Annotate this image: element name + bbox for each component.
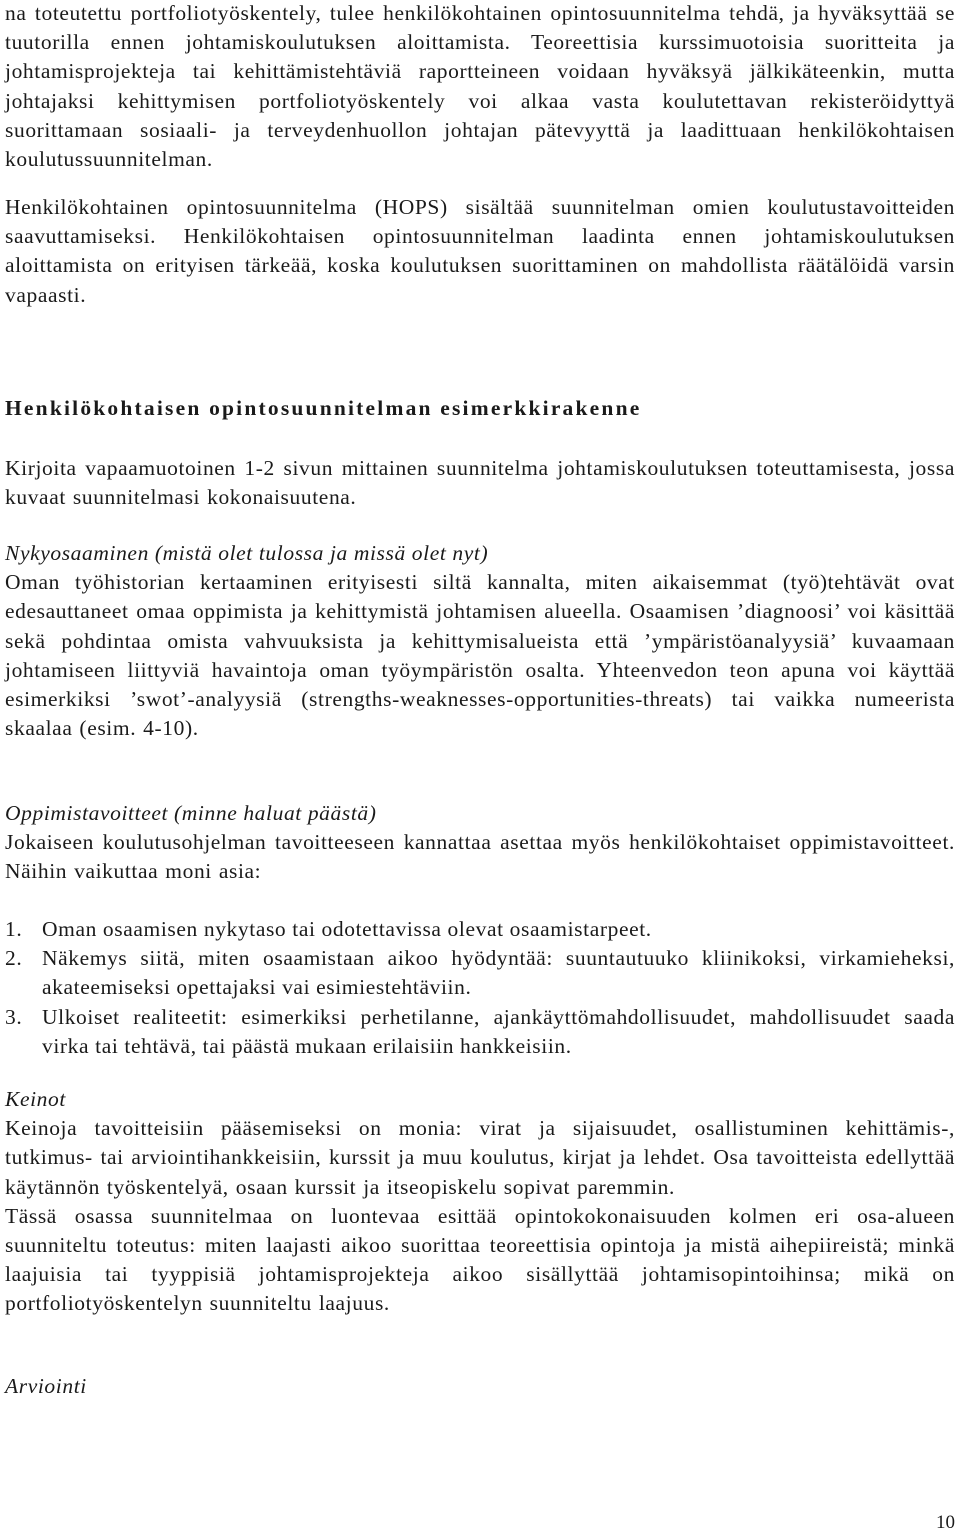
hops-paragraph: Henkilökohtainen opintosuunnitelma (HOPS) sisältää suunnitelman omien koulutustavoitteiden saavuttamiseksi. Henkilökohtaisen opintosuunnitelman laadinta ennen johtamiskoulutuksen aloittamista on erityisen tärkeää, koska koulutuksen suorittaminen on mahdollista räätälöidä varsin vapaasti.: [5, 195, 955, 307]
learning-goals-title: Oppimistavoitteet (minne haluat päästä): [5, 801, 377, 825]
current-competence-text: Oman työhistorian kertaaminen erityisesti siltä kannalta, miten aikaisemmat (työ)tehtävät ovat edesauttaneet omaa oppimista ja kehittymistä johtamisen alueella. Osaamisen ’diagnoosi’ voi käsittää sekä pohdintaa omista vahvuuksista ja kehittymisalueista että ’ympäristöanalyysiä’ kuvaamaan johtamiseen liittyviä havaintoja oman työympäristön osalta. Yhteenvedon teon apuna voi käyttää esimerkiksi ’swot’-analyysiä (strengths-weaknesses-opportunities-threats) tai vaikka numeerista skaalaa (esim. 4-10).: [5, 570, 955, 741]
list-item-number: 1.: [5, 917, 23, 941]
list-item-text: Oman osaamisen nykytaso tai odotettavissa olevat osaamistarpeet.: [42, 917, 652, 941]
means-text-2: Tässä osassa suunnitelmaa on luontevaa esittää opintokokonaisuuden kolmen eri osa-alueen suunniteltu toteutus: miten laajasti aikoo suorittaa teoreettisia opintoja ja mistä aihepiireistä; minkä laajuisia tai tyyppisiä johtamisprojekteja aikoo sisällyttää johtamisopintoihinsa; mikä on portfoliotyöskentelyn suunniteltu laajuus.: [5, 1203, 955, 1316]
instruction-paragraph: Kirjoita vapaamuotoinen 1-2 sivun mittainen suunnitelma johtamiskoulutuksen toteuttamisesta, jossa kuvaat suunnitelmasi kokonaisuutena.: [5, 456, 955, 510]
list-item-text: Näkemys siitä, miten osaamistaan aikoo hyödyntää: suuntautuuko kliinikoksi, virkamieheksi, akateemiseksi opettajaksi vai esimiestehtäviin.: [42, 946, 955, 1000]
current-competence-section: [5, 539, 955, 743]
list-item: [5, 1003, 955, 1061]
intro-paragraph: na toteutettu portfoliotyöskentely, tulee henkilökohtainen opintosuunnitelma tehdä, ja hyväksyttää se tuutorilla ennen johtamiskoulutuksen aloittamista. Teoreettisia kurssimuotoisia suoritteita ja johtamisprojekteja tai kehittämistehtäviä raportteineen voidaan hyväksyä jälkikäteenkin, mutta johtajaksi kehittymisen portfoliotyöskentely voi alkaa vasta koulutettavan rekisteröidyttyä suorittamaan sosiaali- ja terveydenhuollon johtajan pätevyyttä ja laadittuaan henkilökohtaisen koulutussuunnitelman.: [5, 1, 955, 172]
means-section: [5, 1085, 955, 1319]
current-competence-title: Nykyosaaminen (mistä olet tulossa ja missä olet nyt): [5, 541, 489, 565]
section-heading: Henkilökohtaisen opintosuunnitelman esimerkkirakenne: [5, 396, 642, 420]
learning-goals-section: [5, 799, 955, 887]
evaluation-title: Arviointi: [5, 1374, 87, 1398]
learning-goals-text: Jokaiseen koulutusohjelman tavoitteeseen kannattaa asettaa myös henkilökohtaiset oppimistavoitteet. Näihin vaikuttaa moni asia:: [5, 830, 955, 884]
list-item: [5, 915, 955, 944]
list-item-text: Ulkoiset realiteetit: esimerkiksi perhetilanne, ajankäyttömahdollisuudet, mahdollisuudet saada virka tai tehtävä, tai päästä mukaan erilaisiin hankkeisiin.: [42, 1004, 955, 1058]
evaluation-section: [5, 1372, 955, 1401]
page-number: 10: [936, 1512, 955, 1533]
learning-goals-list: [5, 915, 955, 1061]
list-item-number: 3.: [5, 1004, 23, 1029]
means-title: Keinot: [5, 1087, 66, 1111]
list-item-number: 2.: [5, 946, 23, 971]
means-text-1: Keinoja tavoitteisiin pääsemiseksi on monia: virat ja sijaisuudet, osallistuminen kehittämis-, tutkimus- tai arviointihankkeisiin, kurssit ja muu koulutus, kirjat ja lehdet. Osa tavoitteista edellyttää käytännön työskentelyä, osaan kurssit ja itseopiskelu sopivat paremmin.: [5, 1116, 955, 1199]
list-item: [5, 944, 955, 1002]
